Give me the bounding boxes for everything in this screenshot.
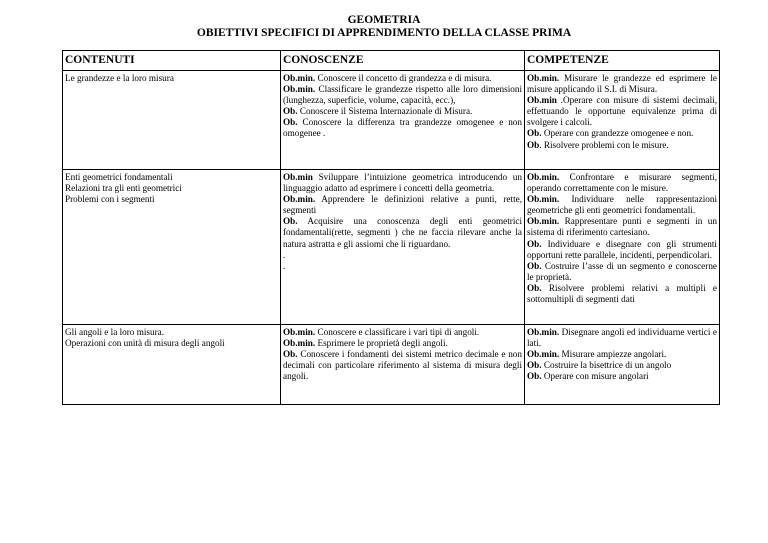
objective-item xyxy=(527,140,669,150)
table-row xyxy=(63,325,720,405)
objective-level: Ob. xyxy=(283,349,298,360)
contenuti-cell xyxy=(63,325,281,405)
conoscenze-cell xyxy=(281,170,525,325)
objective-text: Operare con grandezze omogenee e non. xyxy=(541,128,694,139)
objective-item xyxy=(283,327,479,337)
objective-item xyxy=(283,261,285,271)
objective-item xyxy=(527,73,717,94)
objective-text: Apprendere le definizioni relative a punti, rette, segmenti xyxy=(283,194,522,216)
objectives-table xyxy=(62,50,720,405)
page-title: GEOMETRIA xyxy=(347,14,421,26)
conoscenze-cell xyxy=(281,71,525,170)
objective-level: Ob.min. xyxy=(527,172,560,182)
objective-level: Ob. xyxy=(283,216,298,227)
objective-level: Ob.min. xyxy=(527,194,560,205)
objective-text: .Operare con misure di sistemi decimali, effettuando le opportune equivalenze prima di svolgere i calcoli. xyxy=(527,95,717,128)
objective-item xyxy=(527,371,649,381)
contenuti-line: Operazioni con unità di misura degli angoli xyxy=(65,338,225,349)
column-header-competenze: COMPETENZE xyxy=(525,51,720,71)
table-row xyxy=(63,170,720,325)
objective-text: Conoscere i fondamenti dei sistemi metrico decimale e non decimali con particolare riferimento al sistema di misura degli angoli. xyxy=(283,349,522,382)
objective-item xyxy=(527,327,717,348)
objective-level: Ob.min. xyxy=(527,73,560,83)
objective-item xyxy=(527,360,671,370)
table-header-row xyxy=(63,51,720,71)
objective-item xyxy=(283,84,522,105)
objective-text: Costruire l’asse di un segmento e conoscerne le proprietà. xyxy=(527,260,717,282)
objective-text: Acquisire una conoscenza degli enti geometrici fondamentali(rette, segmenti ) che ne faccia rilevare anche la natura astratta e gli assiomi che li riguardano. xyxy=(283,216,522,249)
objective-level: Ob.min. xyxy=(283,84,316,95)
objective-item xyxy=(283,106,472,116)
objective-item xyxy=(283,216,522,248)
objective-level: Ob. xyxy=(283,117,298,128)
contenuti-cell xyxy=(63,170,281,325)
objective-item xyxy=(283,250,285,260)
objective-text: Individuare nelle rappresentazioni geometriche gli enti geometrici fondamentali. xyxy=(527,194,717,216)
contenuti-line: Enti geometrici fondamentali xyxy=(65,172,173,182)
contenuti-line: Le grandezze e la loro misura xyxy=(65,73,174,83)
objective-item xyxy=(527,349,666,359)
column-header-contenuti: CONTENUTI xyxy=(63,51,281,71)
objective-level: Ob. xyxy=(527,128,542,139)
objective-text: Conoscere il concetto di grandezza e di misura. xyxy=(315,73,492,83)
objective-item xyxy=(283,349,522,381)
objective-item xyxy=(527,172,717,193)
objective-level: Ob.min xyxy=(283,172,313,182)
objective-text: Confrontare e misurare segmenti, operando correttamente con le misure. xyxy=(527,172,717,194)
objective-text: Conoscere il Sistema Internazionale di Misura. xyxy=(297,106,473,117)
objective-item xyxy=(527,239,717,260)
competenze-cell xyxy=(525,170,720,325)
objective-level: Ob.min. xyxy=(283,194,316,205)
objective-text: Esprimere le proprietà degli angoli. xyxy=(315,338,448,349)
objective-level: Ob.min. xyxy=(283,338,316,349)
contenuti-cell xyxy=(63,71,281,170)
objective-text: Classificare le grandezze rispetto alle loro dimensioni (lunghezza, superficie, volume, capacità, ecc.), xyxy=(283,84,522,106)
objective-text: . xyxy=(283,249,286,260)
objective-level: Ob.min. xyxy=(283,73,316,83)
objective-level: Ob. xyxy=(283,106,298,117)
objective-item xyxy=(527,95,717,127)
page-subtitle: OBIETTIVI SPECIFICI DI APPRENDIMENTO DELLA CLASSE PRIMA xyxy=(196,27,572,39)
objective-text: Disegnare angoli ed individuarne vertici e lati. xyxy=(527,327,717,349)
objective-item xyxy=(283,338,448,348)
objective-level: Ob. xyxy=(527,371,542,382)
objective-text: Conoscere la differenza tra grandezze omogenee e non omogenee . xyxy=(283,117,522,139)
objective-level: Ob.min. xyxy=(527,327,560,337)
objective-item xyxy=(527,216,717,237)
objective-item xyxy=(283,172,522,193)
objective-text: Conoscere e classificare i vari tipi di angoli. xyxy=(315,327,480,337)
objective-level: Ob xyxy=(527,139,540,150)
objective-item xyxy=(527,194,717,215)
objective-text: Misurare ampiezze angolari. xyxy=(559,349,667,360)
objective-item xyxy=(283,73,491,83)
objective-level: Ob.min. xyxy=(527,349,560,360)
objective-text: Costruire la bisettrice di un angolo xyxy=(541,360,672,371)
objective-level: Ob. xyxy=(527,260,542,271)
objective-level: Ob.min xyxy=(527,95,557,106)
objective-text: Misurare le grandezze ed esprimere le misure applicando il S.I. di Misura. xyxy=(527,73,717,95)
objective-level: Ob.min. xyxy=(527,216,560,227)
objective-level: Ob. xyxy=(527,238,542,249)
objective-text: Individuare e disegnare con gli strumenti opportuni rette parallele, incidenti, perpendicolari. xyxy=(527,238,717,260)
objective-item xyxy=(527,261,717,282)
objective-text: Sviluppare l’intuizione geometrica introducendo un linguaggio adatto ad esprimere i concetti della geometria. xyxy=(283,172,522,194)
objective-text: . Risolvere problemi con le misure. xyxy=(539,139,669,150)
table-row xyxy=(63,71,720,170)
objective-item xyxy=(283,194,522,215)
contenuti-line: Problemi con i segmenti xyxy=(65,194,155,205)
objective-item xyxy=(527,128,693,138)
objective-level: Ob. xyxy=(527,282,542,293)
objective-text: . xyxy=(283,260,286,271)
objective-text: Rappresentare punti e segmenti in un sistema di riferimento cartesiano. xyxy=(527,216,717,238)
objective-item xyxy=(527,283,717,304)
contenuti-line: Relazioni tra gli enti geometrici xyxy=(65,183,182,194)
competenze-cell xyxy=(525,71,720,170)
conoscenze-cell xyxy=(281,325,525,405)
objective-text: Operare con misure angolari xyxy=(541,371,649,382)
contenuti-line: Gli angoli e la loro misura. xyxy=(65,327,164,337)
objective-level: Ob. xyxy=(527,360,542,371)
objective-text: Risolvere problemi relativi a multipli e sottomultipli di segmenti dati xyxy=(527,282,717,305)
competenze-cell xyxy=(525,325,720,405)
objective-level: Ob.min. xyxy=(283,327,316,337)
column-header-conoscenze: CONOSCENZE xyxy=(281,51,525,71)
objective-item xyxy=(283,117,522,138)
